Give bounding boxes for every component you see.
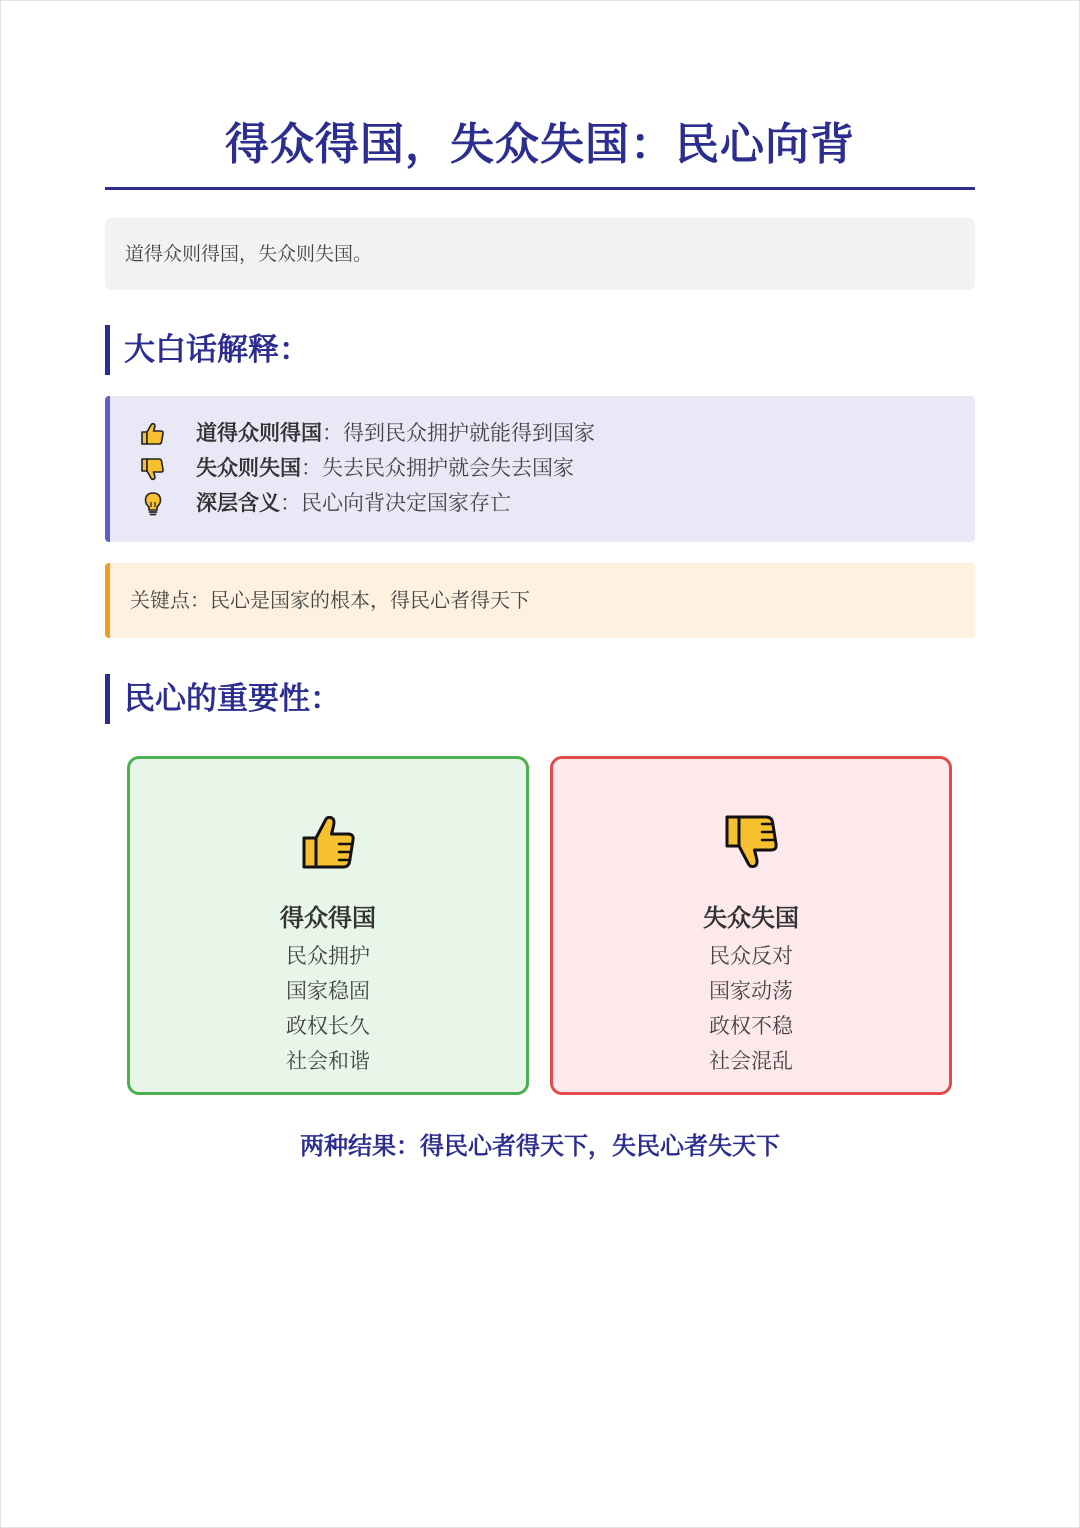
card-item: 国家动荡 (709, 979, 793, 1003)
card-item: 国家稳固 (286, 979, 370, 1003)
card-title: 得众得国 (280, 904, 376, 932)
quote-text: 道得众则得国，失众则失国。 (125, 243, 373, 265)
section-heading-importance: 民心的重要性： (105, 674, 705, 724)
thumbs-down-icon (724, 813, 780, 871)
explanation-item (140, 451, 975, 486)
key-point-text: 关键点：民心是国家的根本，得民心者得天下 (130, 588, 530, 612)
card-lose-people (550, 756, 952, 1095)
explanation-item (140, 486, 975, 521)
card-item: 民众拥护 (286, 944, 370, 968)
conclusion-text: 两种结果：得民心者得天下，失民心者失天下 (300, 1132, 780, 1160)
quote-box (105, 218, 975, 290)
card-gain-people (127, 756, 529, 1095)
card-title: 失众失国 (703, 904, 799, 932)
card-item: 政权长久 (286, 1014, 370, 1038)
thumbs-up-icon (140, 421, 166, 447)
lightbulb-icon (140, 491, 166, 517)
explanation-text: 道得众则得国：得到民众拥护就能得到国家 (196, 421, 595, 445)
card-item: 社会混乱 (709, 1049, 793, 1073)
thumbs-up-icon (301, 813, 357, 871)
title-divider (105, 187, 975, 190)
section-heading-explanation: 大白话解释： (105, 325, 705, 375)
card-item: 政权不稳 (709, 1014, 793, 1038)
explanation-item (140, 416, 975, 451)
card-item: 民众反对 (709, 944, 793, 968)
card-item: 社会和谐 (286, 1049, 370, 1073)
explanation-box (105, 396, 975, 542)
explanation-text: 失众则失国：失去民众拥护就会失去国家 (196, 456, 574, 480)
thumbs-down-icon (140, 456, 166, 482)
key-point-box (105, 563, 975, 638)
explanation-text: 深层含义：民心向背决定国家存亡 (196, 491, 511, 515)
page-title: 得众得国，失众失国：民心向背 (225, 119, 855, 170)
